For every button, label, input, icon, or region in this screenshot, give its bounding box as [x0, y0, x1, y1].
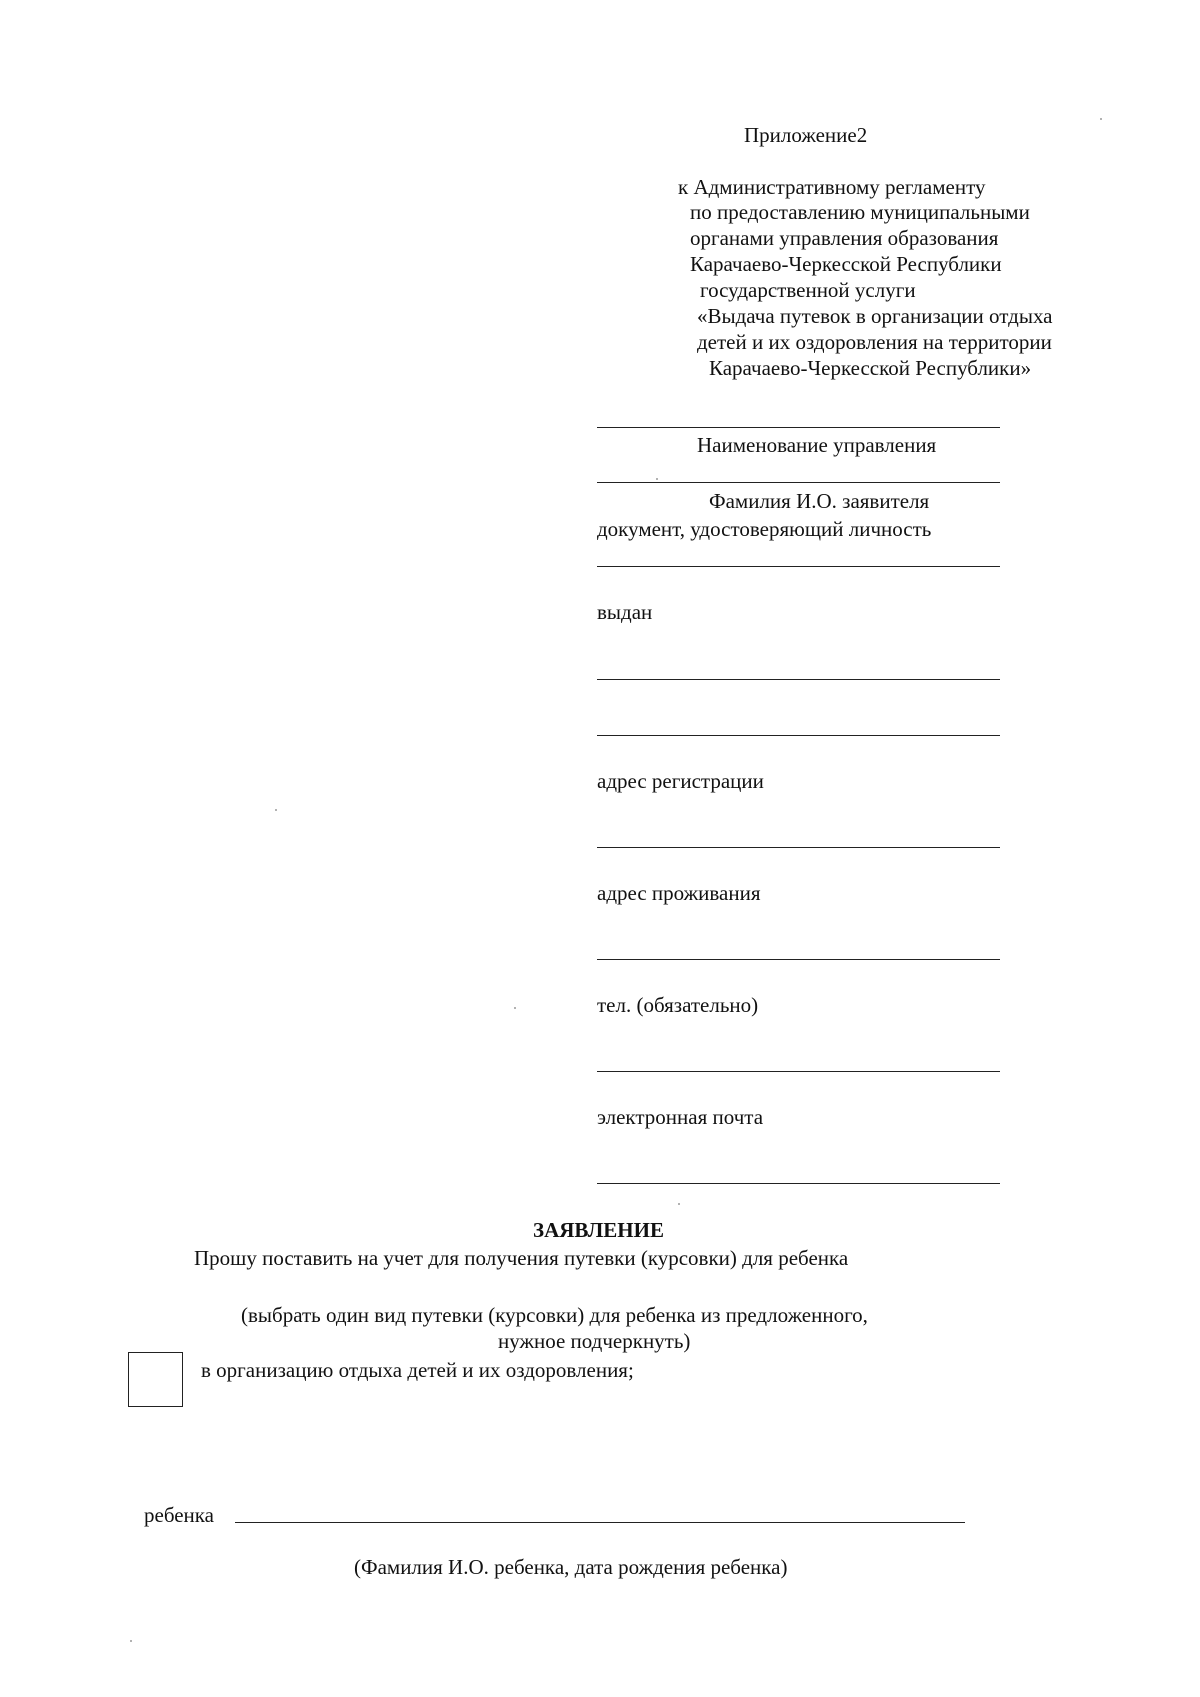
- appendix-line-5: государственной услуги: [700, 278, 916, 302]
- statement-hint-line-2: нужное подчеркнуть): [498, 1329, 691, 1353]
- statement-hint-line-1: (выбрать один вид путевки (курсовки) для ребенка из предложенного,: [241, 1303, 868, 1327]
- id-document-caption: документ, удостоверяющий личность: [597, 517, 932, 541]
- email-blank-line[interactable]: [597, 1183, 1000, 1184]
- phone-blank-line[interactable]: [597, 1071, 1000, 1072]
- department-blank-line[interactable]: [597, 427, 1000, 428]
- scan-speck: [275, 809, 277, 811]
- appendix-line-4: Карачаево-Черкесской Республики: [690, 252, 1002, 276]
- issued-blank-line-2[interactable]: [597, 735, 1000, 736]
- applicant-caption: Фамилия И.О. заявителя: [709, 489, 930, 513]
- residence-address-blank-line[interactable]: [597, 959, 1000, 960]
- id-document-blank-line[interactable]: [597, 566, 1000, 567]
- child-caption: (Фамилия И.О. ребенка, дата рождения ребенка): [354, 1555, 788, 1579]
- issued-caption: выдан: [597, 600, 653, 624]
- residence-address-caption: адрес проживания: [597, 881, 761, 905]
- issued-blank-line-1[interactable]: [597, 679, 1000, 680]
- scan-speck: [678, 1203, 680, 1205]
- scan-speck: [514, 1007, 516, 1009]
- phone-caption: тел. (обязательно): [597, 993, 759, 1017]
- department-caption: Наименование управления: [697, 433, 937, 457]
- scan-speck: [656, 478, 658, 480]
- appendix-line-2: по предоставлению муниципальными: [690, 200, 1030, 224]
- option-checkbox[interactable]: [128, 1352, 183, 1407]
- option-label: в организацию отдыха детей и их оздоровления;: [201, 1358, 634, 1382]
- appendix-line-1: к Административному регламенту: [678, 175, 986, 199]
- appendix-line-6: «Выдача путевок в организации отдыха: [697, 304, 1053, 328]
- appendix-title: Приложение2: [744, 123, 868, 147]
- registration-address-blank-line[interactable]: [597, 847, 1000, 848]
- child-blank-line[interactable]: [235, 1522, 965, 1523]
- applicant-blank-line[interactable]: [597, 482, 1000, 483]
- scan-speck: [1100, 118, 1102, 120]
- scan-speck: [130, 1640, 132, 1642]
- appendix-line-8: Карачаево-Черкесской Республики»: [709, 356, 1032, 380]
- email-caption: электронная почта: [597, 1105, 764, 1129]
- child-label: ребенка: [144, 1503, 214, 1527]
- statement-request: Прошу поставить на учет для получения путевки (курсовки) для ребенка: [194, 1246, 849, 1270]
- statement-title: ЗАЯВЛЕНИЕ: [533, 1218, 664, 1242]
- appendix-line-7: детей и их оздоровления на территории: [697, 330, 1052, 354]
- appendix-line-3: органами управления образования: [690, 226, 999, 250]
- registration-address-caption: адрес регистрации: [597, 769, 764, 793]
